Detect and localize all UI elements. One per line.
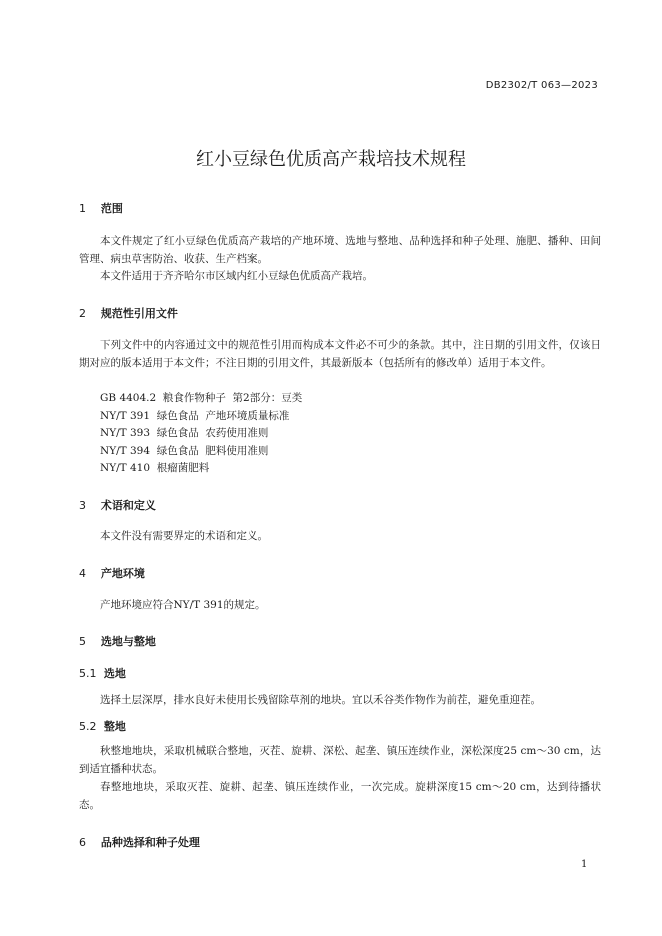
reference-item: NY/T 410 根瘤菌肥料: [100, 462, 210, 474]
section-title: 品种选择和种子处理: [100, 836, 200, 849]
section-title: 产地环境: [100, 567, 145, 580]
section-heading-3: [79, 497, 156, 513]
section-number: 6: [79, 836, 86, 849]
subsection-title: 选地: [103, 667, 126, 680]
document-number: DB2302/T 063—2023: [485, 80, 598, 91]
section-number: 1: [79, 202, 86, 215]
section-heading-6: [79, 834, 200, 850]
paragraph: 产地环境应符合NY/T 391的规定。: [100, 599, 266, 611]
section-heading-5: [79, 633, 156, 649]
paragraph: 下列文件中的内容通过文中的规范性引用而构成本文件必不可少的条款。其中，注日期的引用文件，仅该日期对应的版本适用于本文件；不注日期的引用文件，其最新版本（包括所有的修改单）适用于本文件。: [79, 339, 601, 369]
page-number: 1: [581, 859, 588, 870]
document-title: 红小豆绿色优质高产栽培技术规程: [196, 149, 466, 170]
paragraph: 本文件规定了红小豆绿色优质高产栽培的产地环境、选地与整地、品种选择和种子处理、施肥、播种、田间管理、病虫草害防治、收获、生产档案。: [79, 235, 601, 265]
reference-item: GB 4404.2 粮食作物种子 第2部分：豆类: [100, 392, 303, 404]
section-title: 选地与整地: [100, 635, 156, 648]
paragraph: 本文件没有需要界定的术语和定义。: [100, 530, 268, 542]
subsection-number: 5.2: [79, 720, 97, 733]
paragraph: 秋整地地块，采取机械联合整地，灭茬、旋耕、深松、起垄、镇压连续作业，深松深度25 cm～30 cm，达到适宜播种状态。: [79, 745, 601, 775]
section-number: 3: [79, 499, 86, 512]
subsection-heading-5-2: [79, 718, 126, 734]
section-title: 规范性引用文件: [100, 307, 178, 320]
subsection-heading-5-1: [79, 665, 126, 681]
reference-item: NY/T 394 绿色食品 肥料使用准则: [100, 445, 269, 457]
subsection-number: 5.1: [79, 667, 97, 680]
section-number: 5: [79, 635, 86, 648]
subsection-title: 整地: [103, 720, 126, 733]
reference-item: NY/T 391 绿色食品 产地环境质量标准: [100, 410, 290, 422]
section-title: 范围: [100, 202, 123, 215]
paragraph: 选择土层深厚，排水良好未使用长残留除草剂的地块。宜以禾谷类作物作为前茬，避免重迎茬。: [100, 694, 541, 706]
section-heading-4: [79, 565, 145, 581]
section-number: 2: [79, 307, 86, 320]
paragraph: 春整地地块，采取灭茬、旋耕、起垄、镇压连续作业，一次完成。旋耕深度15 cm～20 cm，达到待播状态。: [79, 781, 601, 811]
section-heading-2: [79, 305, 178, 321]
reference-item: NY/T 393 绿色食品 农药使用准则: [100, 427, 269, 439]
section-title: 术语和定义: [100, 499, 156, 512]
section-number: 4: [79, 567, 86, 580]
paragraph: 本文件适用于齐齐哈尔市区域内红小豆绿色优质高产栽培。: [100, 270, 373, 282]
section-heading-1: [79, 200, 123, 216]
